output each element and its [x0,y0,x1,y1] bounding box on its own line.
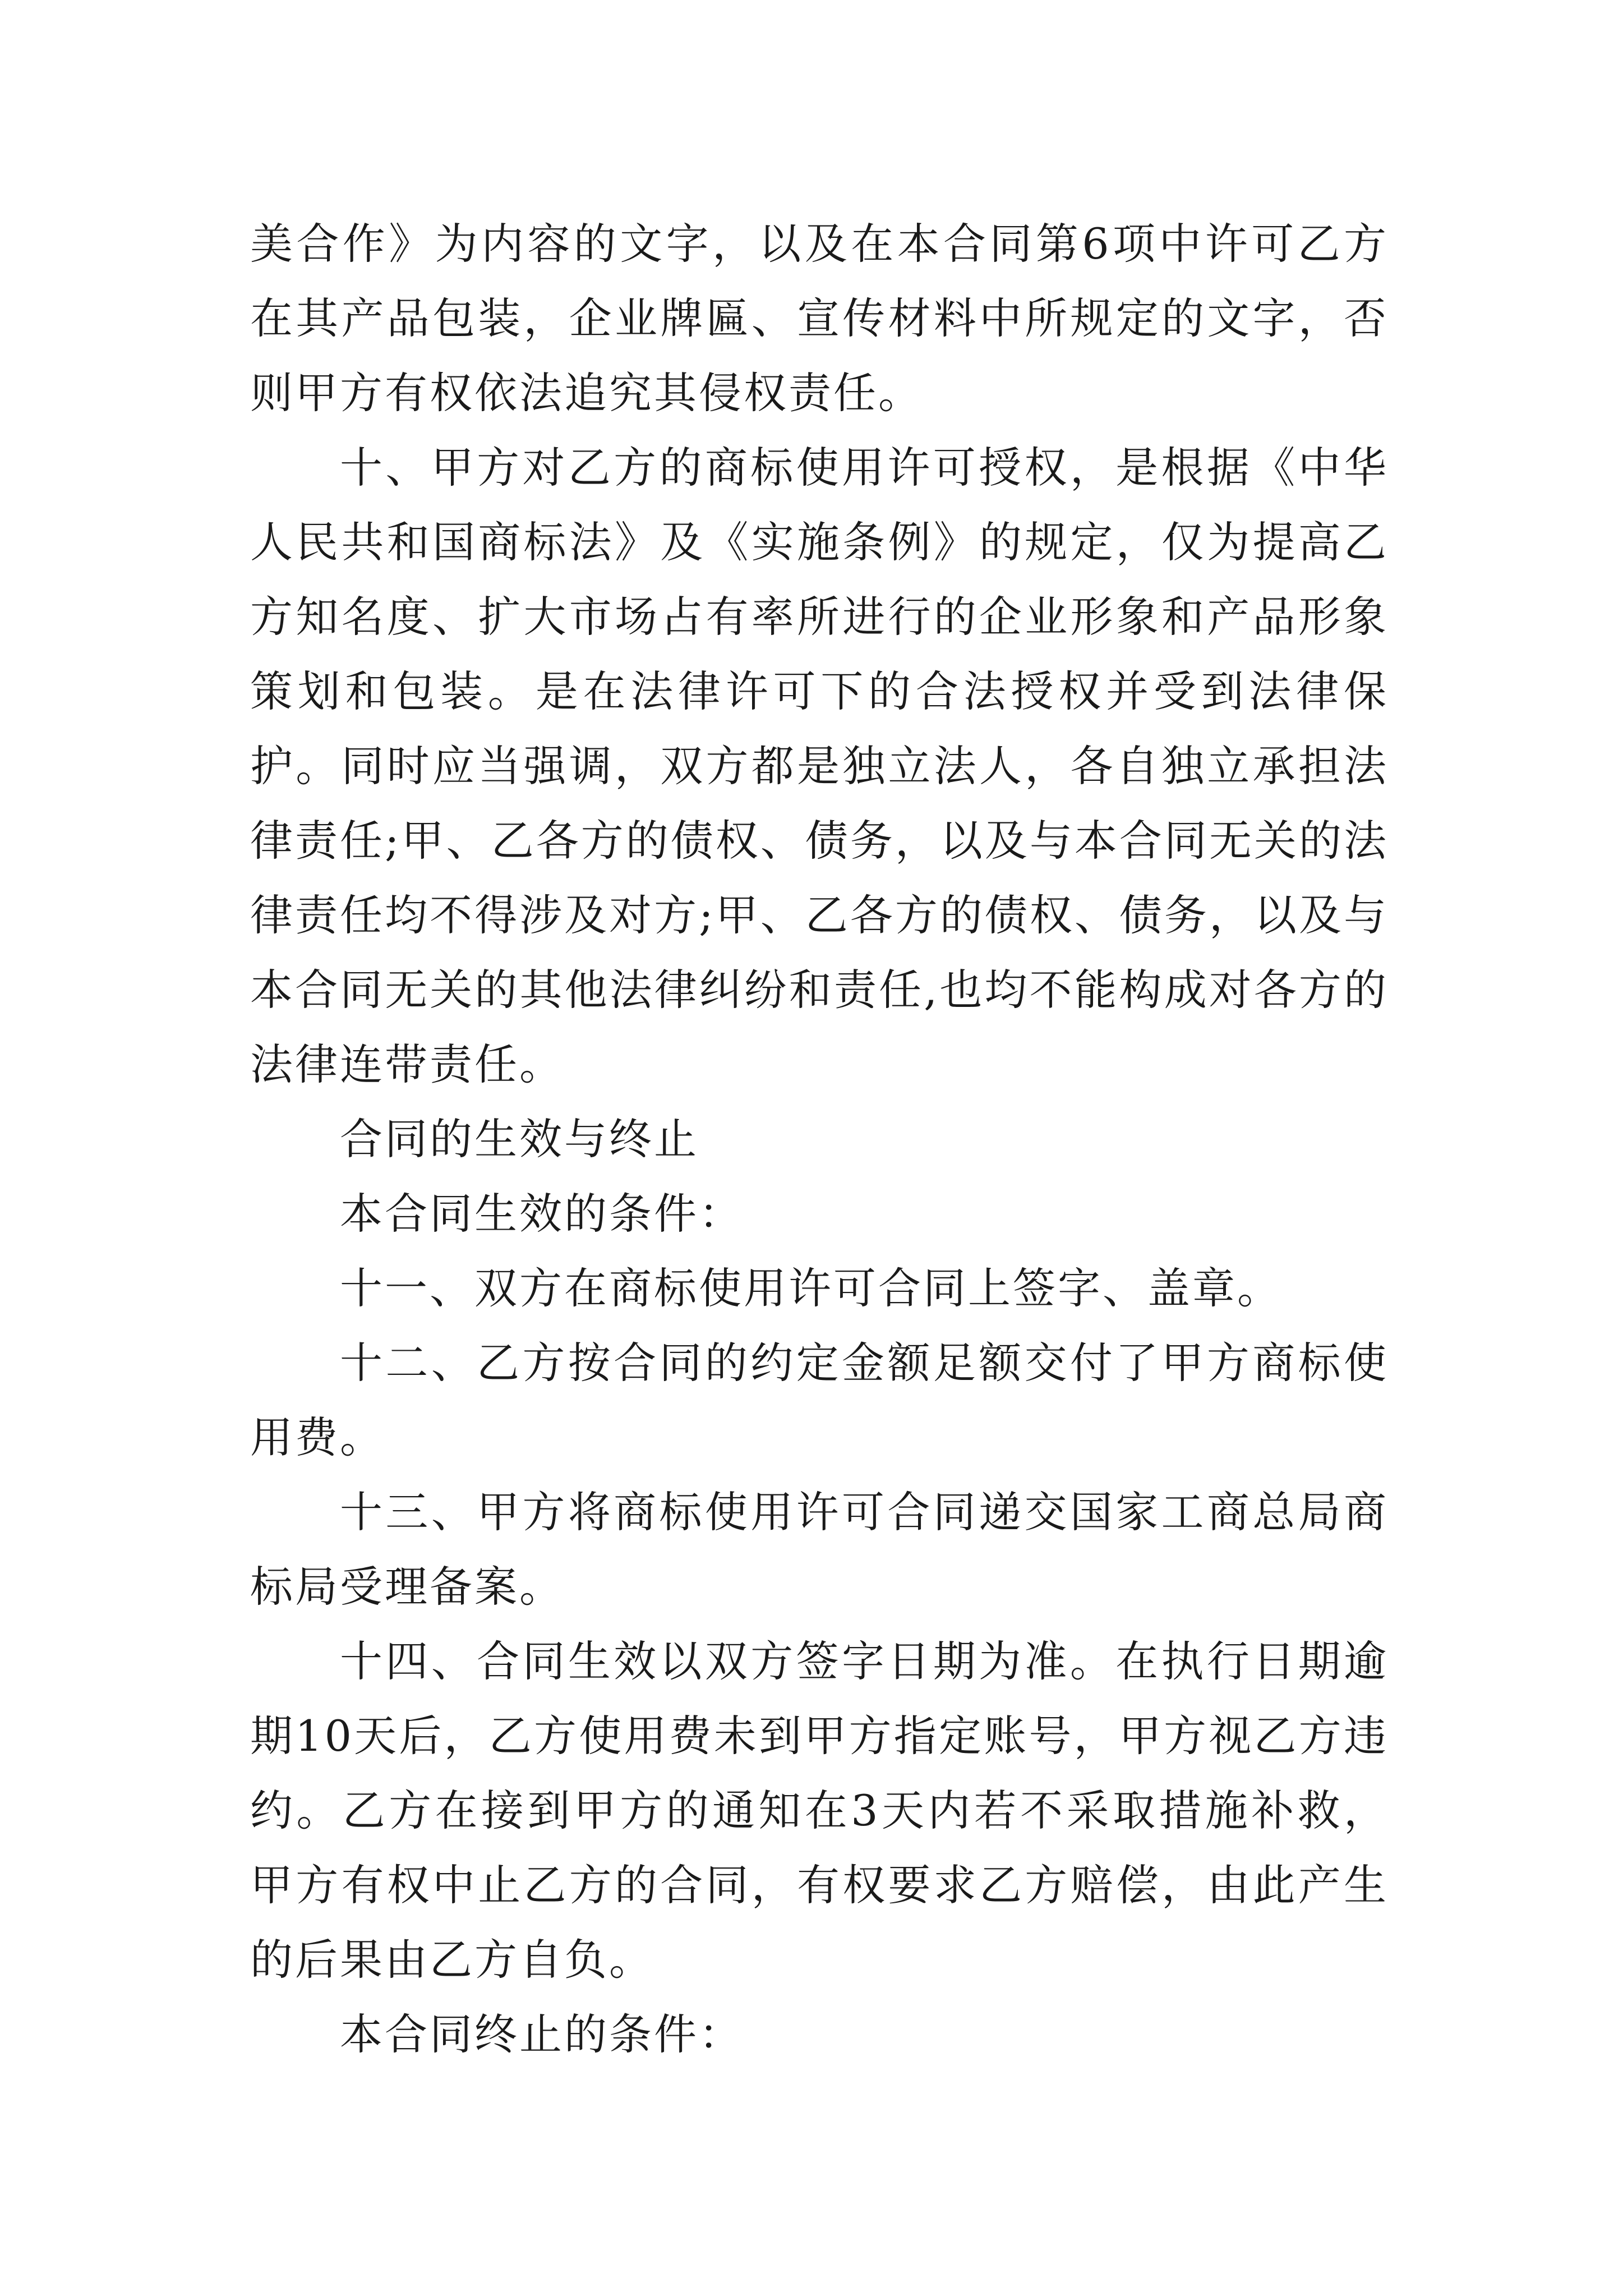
document-body [250,206,1389,2072]
paragraph-clause-13: 十三、甲方将商标使用许可合同递交国家工商总局商标局受理备案。 [250,1487,1389,1612]
paragraph-termination-conditions-intro: 本合同终止的条件： [340,2009,744,2059]
paragraph-clause-10: 十、甲方对乙方的商标使用许可授权，是根据《中华人民共和国商标法》及《实施条例》的规定，仅为提高乙方知名度、扩大市场占有率所进行的企业形象和产品形象策划和包装。是在法律许可下的合法授权并受到法律保护。同时应当强调，双方都是独立法人，各自独立承担法律责任;甲、乙各方的债权、债务，以及与本合同无关的法律责任均不得涉及对方;甲、乙各方的债权、债务，以及与本合同无关的其他法律纠纷和责任,也均不能构成对各方的法律连带责任。 [250,443,1389,1089]
paragraph-clause-14: 十四、合同生效以双方签字日期为准。在执行日期逾期10天后，乙方使用费未到甲方指定账号，甲方视乙方违约。乙方在接到甲方的通知在3天内若不采取措施补救，甲方有权中止乙方的合同，有权要求乙方赔偿，由此产生的后果由乙方自负。 [250,1636,1389,1985]
paragraph-effect-conditions-intro: 本合同生效的条件： [340,1189,744,1239]
paragraph-clause-12: 十二、乙方按合同的约定金额足额交付了甲方商标使用费。 [250,1338,1389,1462]
section-heading-effect-termination: 合同的生效与终止 [340,1114,699,1164]
paragraph-continuation: 美合作》为内容的文字，以及在本合同第6项中许可乙方在其产品包装，企业牌匾、宣传材料中所规定的文字，否则甲方有权依法追究其侵权责任。 [250,219,1389,418]
paragraph-clause-11: 十一、双方在商标使用许可合同上签字、盖章。 [340,1263,1282,1313]
